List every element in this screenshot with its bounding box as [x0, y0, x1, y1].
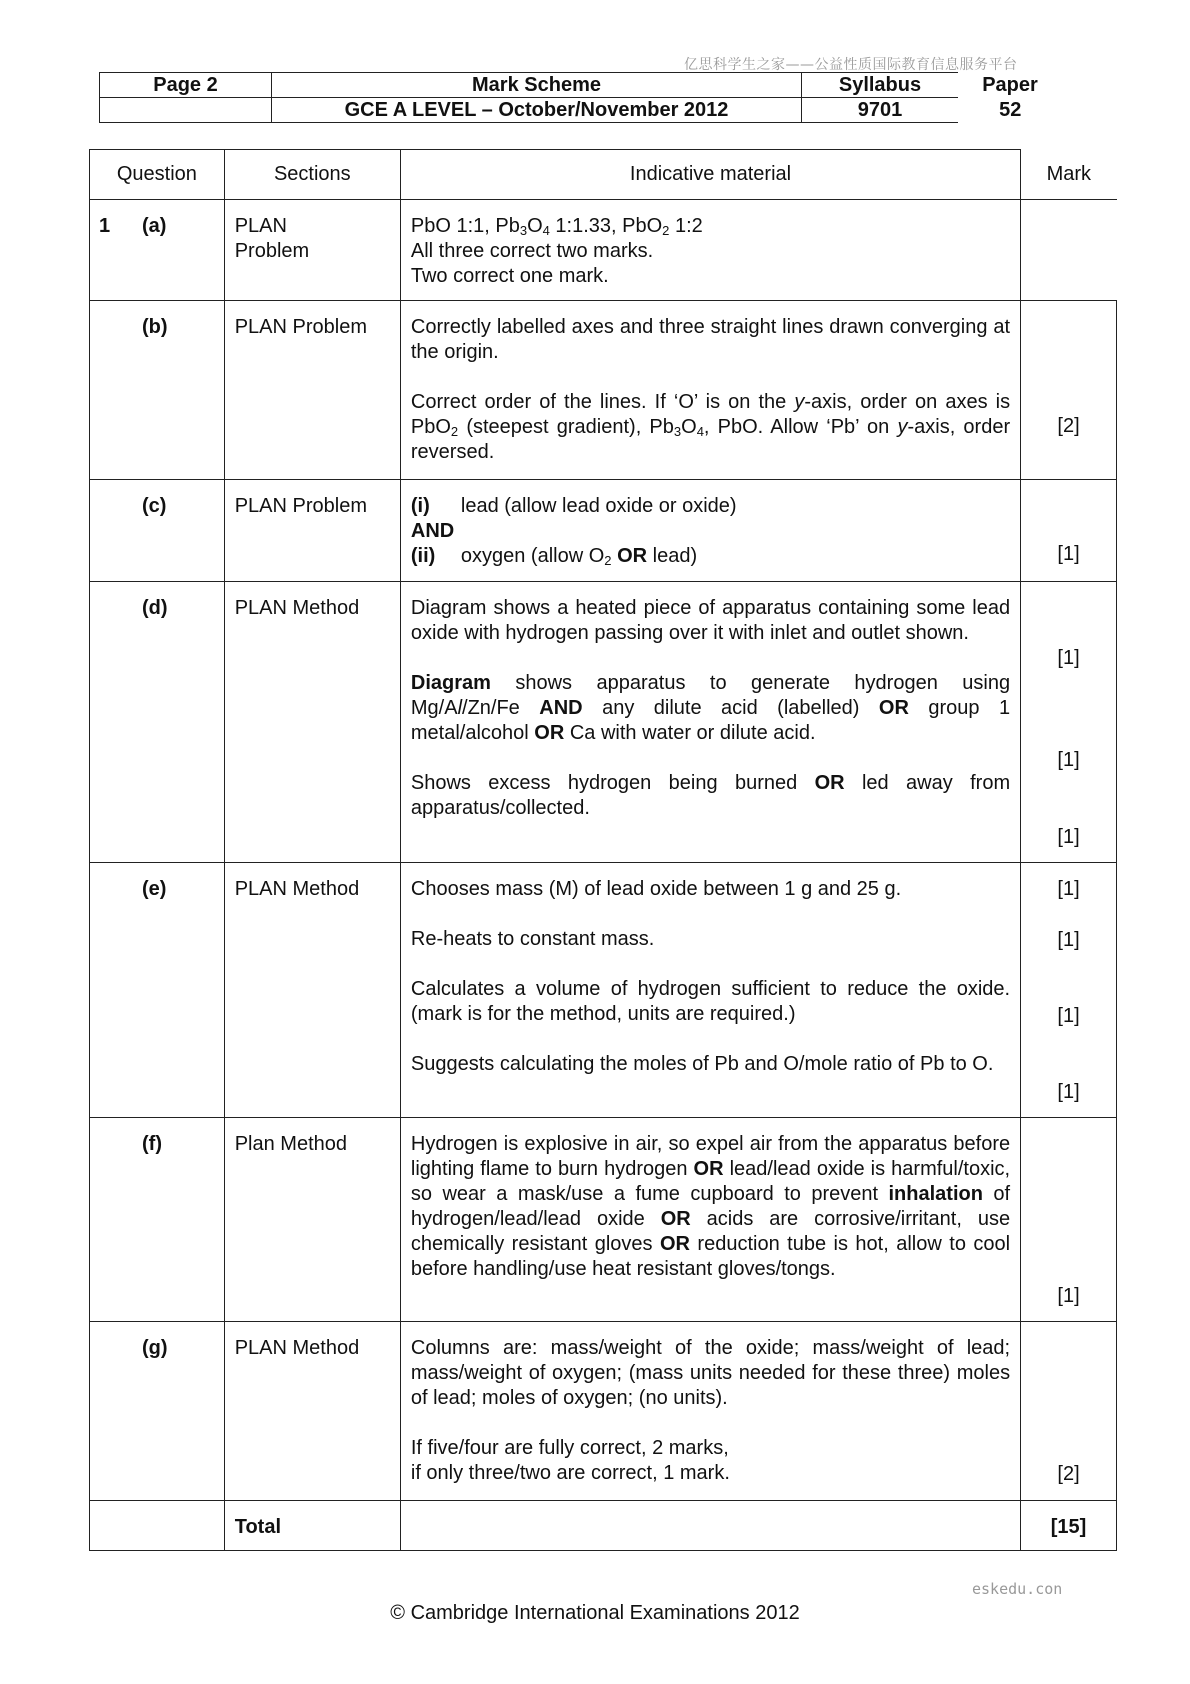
paper-number: 52: [999, 98, 1022, 121]
indicative-text: Calculates a volume of hydrogen sufficient to reduce the oxide. (mark is for the method, units are required.): [410, 978, 1011, 1025]
col-sections: Sections: [224, 150, 400, 200]
question-part: (a): [142, 215, 167, 237]
question-part: (e): [142, 878, 167, 900]
indicative-text-diagram: Diagram shows apparatus to generate hydrogen using Mg/Al/Zn/Fe AND any dilute acid (labelled) OR group 1 metal/alcohol OR Ca with water or dilute acid.: [410, 672, 1011, 744]
header-empty-cell: [100, 98, 272, 123]
doc-title: Mark Scheme: [272, 73, 802, 98]
mark-value: [1]: [1057, 1005, 1080, 1027]
question-part: (b): [142, 316, 168, 338]
indicative-text: lead): [652, 545, 698, 567]
section-label: PLAN Problem: [224, 301, 400, 480]
mark-value: [1]: [1057, 543, 1080, 565]
col-mark: Mark: [1021, 150, 1117, 200]
syllabus-code: 9701: [802, 98, 959, 123]
mark-scheme-table: [89, 149, 1117, 1551]
table-header-row: [90, 150, 1117, 200]
copyright-footer: © Cambridge International Examinations 2012: [390, 1602, 800, 1624]
watermark-bottom: eskedu.con: [972, 1580, 1063, 1598]
mark-value: [2]: [1057, 415, 1080, 437]
mark-value: [1]: [1057, 647, 1080, 669]
sub-part-label: (i): [410, 495, 430, 517]
row-1e: [90, 863, 1117, 1118]
indicative-text: Re-heats to constant mass.: [410, 928, 655, 950]
sub-part-label: (ii): [410, 545, 436, 567]
total-mark: [15]: [1021, 1501, 1117, 1551]
syllabus-label: Syllabus: [802, 73, 959, 98]
question-part: (c): [142, 495, 167, 517]
indicative-text-safety: Hydrogen is explosive in air, so expel air from the apparatus before lighting flame to burn hydrogen OR lead/lead oxide is harmful/toxic, so wear a mask/use a fume cupboard to prevent inhalation of hydrogen/lead/lead oxide OR acids are corrosive/irritant, use chemically resistant gloves OR reduction tube is hot, allow to cool before handling/use heat resistant gloves/tongs.: [410, 1133, 1011, 1280]
or-keyword: OR: [814, 772, 845, 794]
indicative-text: if only three/two are correct, 1 mark.: [410, 1462, 730, 1484]
watermark-top: 亿思科学生之家——公益性质国际教育信息服务平台: [684, 57, 1018, 73]
mark-value: [1]: [1057, 749, 1080, 771]
mark-value: [1]: [1057, 878, 1080, 900]
row-1b: [90, 301, 1117, 480]
question-part: (f): [142, 1133, 162, 1155]
row-1g: [90, 1322, 1117, 1501]
and-keyword: AND: [410, 520, 455, 542]
mark-value: [1]: [1057, 929, 1080, 951]
row-1c: (c) PLAN Problem (i) lead (allow lead oxide or oxide) AND (ii) oxygen (allow $O_2$ OR lead) [1]: [90, 480, 1117, 582]
indicative-text: Chooses mass (M) of lead oxide between 1 g and 25 g.: [410, 878, 902, 900]
section-label: PLAN Method: [224, 582, 400, 863]
indicative-text-order: Correct order of the lines. If ‘O’ is on the y-axis, order on axes is PbO$_2$ (steepest gradient), $Pb_3O_4$, PbO. Allow ‘Pb’ on y-axis, order reversed.: [410, 391, 1011, 463]
col-indicative: Indicative material: [400, 150, 1020, 200]
indicative-text: All three correct two marks.: [410, 240, 654, 262]
indicative-text: oxygen (allow O: [460, 545, 605, 567]
indicative-text: Shows excess hydrogen being burned: [410, 772, 798, 794]
indicative-text: led away from apparatus/collected.: [410, 772, 1011, 819]
section-label: PLAN Problem: [224, 480, 400, 582]
indicative-text: If five/four are fully correct, 2 marks,: [410, 1437, 729, 1459]
section-label: PLAN Method: [224, 1322, 400, 1501]
paper-label: Paper: [982, 73, 1038, 96]
ratio-line: PbO 1:1, $Pb_3O_4$ 1:1.33, PbO$_2$ 1:2: [410, 215, 703, 238]
indicative-text: lead (allow lead oxide or oxide): [460, 495, 737, 517]
indicative-text: Two correct one mark.: [410, 265, 609, 287]
mark-value: [1]: [1057, 826, 1080, 848]
total-label: Total: [224, 1501, 400, 1551]
col-question: Question: [90, 150, 225, 200]
mark-value: [2]: [1057, 1463, 1080, 1485]
section-label: PLAN Method: [224, 863, 400, 1118]
section-label: PLAN: [234, 215, 287, 237]
row-1a: [90, 200, 1117, 301]
question-part: (d): [142, 597, 168, 619]
row-1d: [90, 582, 1117, 863]
section-label-2: Problem: [234, 240, 310, 262]
row-total: [90, 1501, 1117, 1551]
indicative-text: Suggests calculating the moles of Pb and O/mole ratio of Pb to O.: [410, 1053, 994, 1075]
row-1f: [90, 1118, 1117, 1322]
indicative-text: Diagram shows a heated piece of apparatus containing some lead oxide with hydrogen passing over it with inlet and outlet shown.: [410, 597, 1011, 644]
question-number: 1: [99, 215, 111, 237]
indicative-text: Columns are: mass/weight of the oxide; mass/weight of lead; mass/weight of oxygen; (mass units needed for these three) moles of lead; moles of oxygen; (no units).: [410, 1337, 1011, 1409]
header-table: [99, 72, 1063, 123]
section-label: Plan Method: [224, 1118, 400, 1322]
page-label: Page 2: [100, 73, 272, 98]
indicative-text: Correctly labelled axes and three straight lines drawn converging at the origin.: [410, 316, 1011, 363]
or-keyword: OR: [617, 545, 648, 567]
mark-value: [1]: [1057, 1285, 1080, 1307]
mark-value: [1]: [1057, 1081, 1080, 1103]
exam-name: GCE A LEVEL – October/November 2012: [272, 98, 802, 123]
question-part: (g): [142, 1337, 168, 1359]
